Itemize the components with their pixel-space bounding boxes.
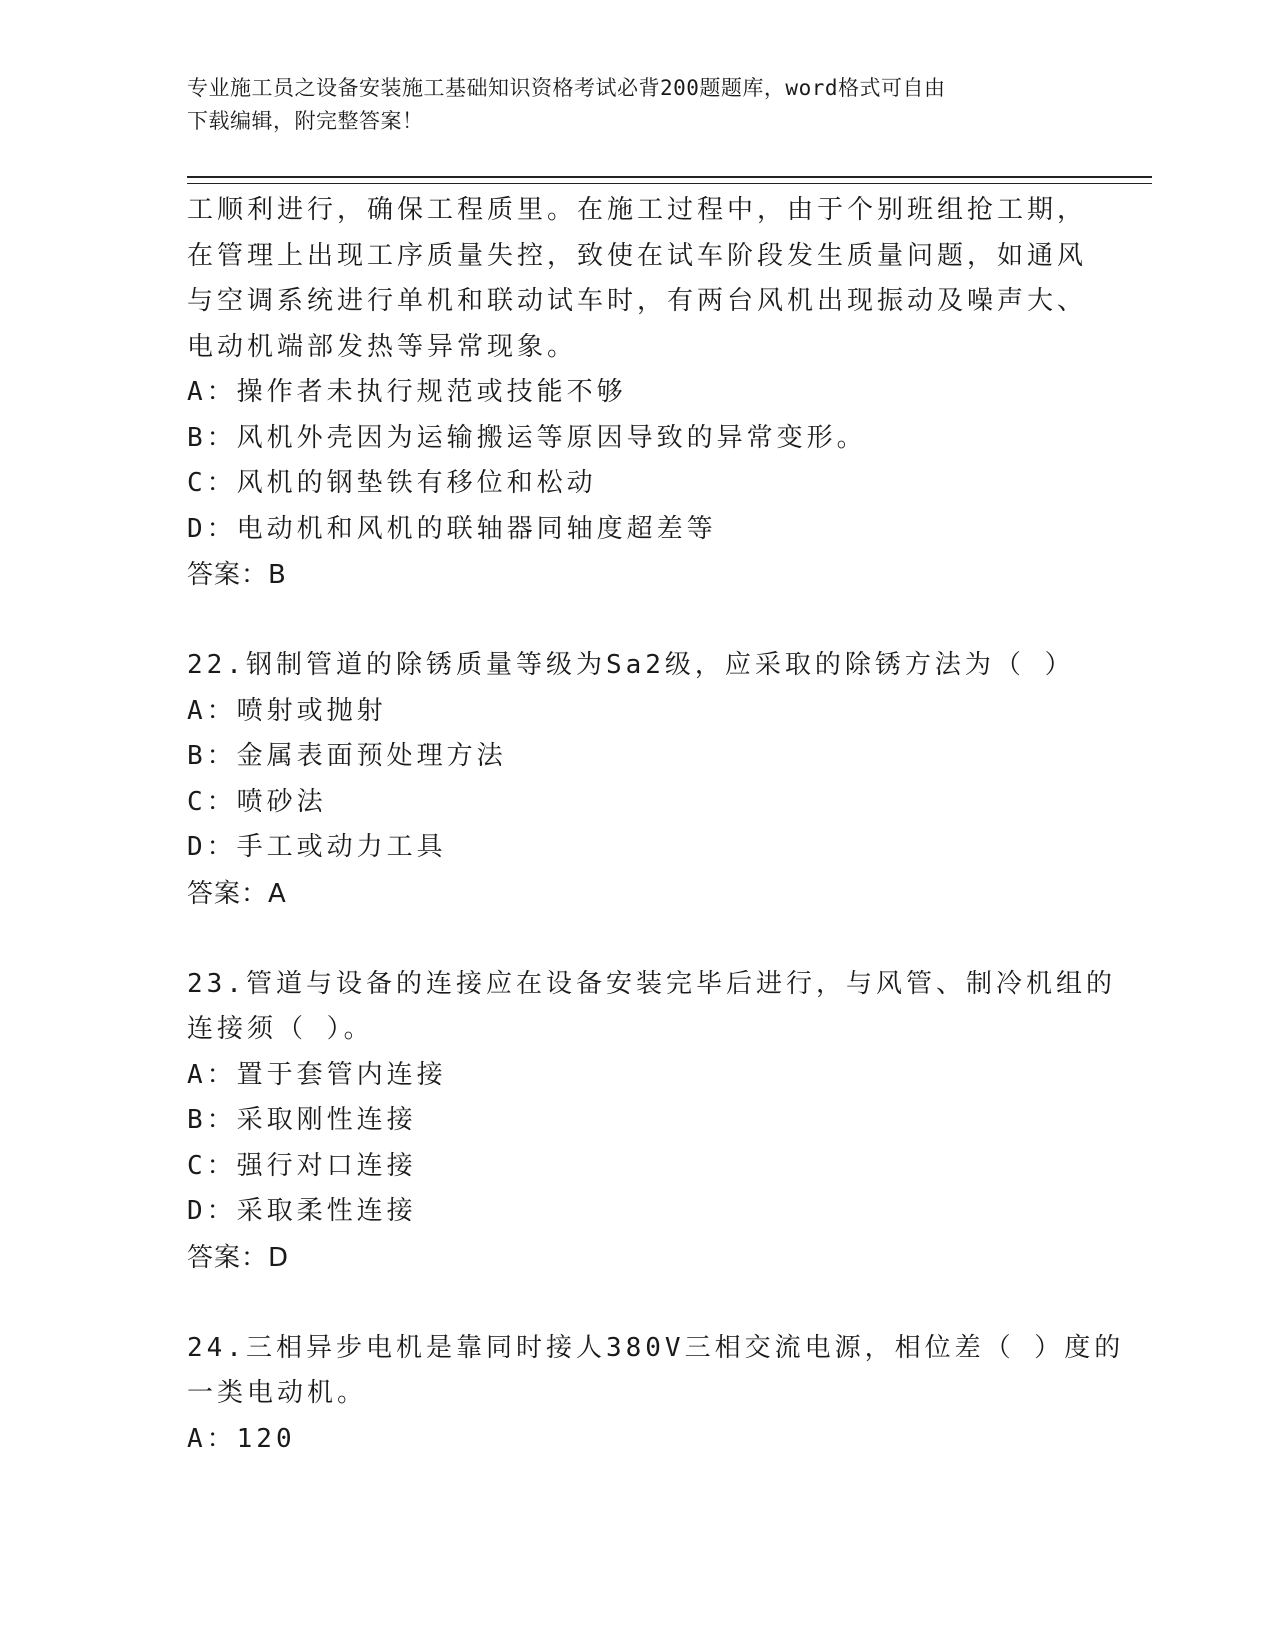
option-d: D：电动机和风机的联轴器同轴度超差等 — [187, 513, 717, 544]
question-content — [187, 188, 1127, 1462]
option-b: B：风机外壳因为运输搬运等原因导致的异常变形。 — [187, 422, 867, 453]
question-text-line: 在管理上出现工序质量失控，致使在试车阶段发生质量问题，如通风 — [187, 240, 1088, 271]
question-text-line: 23.管道与设备的连接应在设备安装完毕后进行，与风管、制冷机组的 — [187, 968, 1116, 999]
question-text-line: 一类电动机。 — [187, 1378, 368, 1408]
question-spacer — [187, 598, 1127, 643]
option-a: A：120 — [187, 1423, 296, 1454]
question-text-line: 24.三相异步电机是靠同时接人380V三相交流电源，相位差（ ）度的 — [187, 1332, 1125, 1363]
option-c: C：强行对口连接 — [187, 1150, 417, 1181]
option-b: B：金属表面预处理方法 — [187, 741, 507, 771]
header-divider — [187, 176, 1152, 184]
question-text-line: 电动机端部发热等异常现象。 — [187, 331, 578, 362]
question-23 — [187, 962, 1127, 1281]
document-header — [187, 72, 1087, 138]
question-text-line: 与空调系统进行单机和联动试车时，有两台风机出现振动及噪声大、 — [187, 286, 1088, 316]
option-c: C：风机的钢垫铁有移位和松动 — [187, 468, 597, 498]
question-22 — [187, 643, 1127, 917]
option-c: C：喷砂法 — [187, 786, 327, 817]
question-21 — [187, 188, 1127, 598]
question-text-line: 连接须（ ）。 — [187, 1014, 374, 1044]
answer-label: 答案：A — [187, 878, 287, 909]
answer-label: 答案：B — [187, 560, 287, 590]
option-d: D：手工或动力工具 — [187, 832, 447, 862]
header-line-1: 专业施工员之设备安装施工基础知识资格考试必背200题题库，word格式可自由 — [187, 76, 946, 100]
option-a: A：操作者未执行规范或技能不够 — [187, 377, 627, 407]
answer-label: 答案：D — [187, 1242, 290, 1273]
header-line-2: 下载编辑，附完整答案！ — [187, 109, 424, 133]
question-spacer — [187, 1281, 1127, 1326]
option-b: B：采取刚性连接 — [187, 1105, 417, 1135]
option-a: A：喷射或抛射 — [187, 695, 387, 726]
option-a: A：置于套管内连接 — [187, 1059, 447, 1090]
question-text-line: 22.钢制管道的除锈质量等级为Sa2级，应采取的除锈方法为（ ） — [187, 650, 1075, 680]
option-d: D：采取柔性连接 — [187, 1196, 417, 1226]
question-spacer — [187, 917, 1127, 962]
question-text-line: 工顺利进行，确保工程质里。在施工过程中，由于个别班组抢工期， — [187, 195, 1088, 225]
question-24 — [187, 1326, 1127, 1463]
